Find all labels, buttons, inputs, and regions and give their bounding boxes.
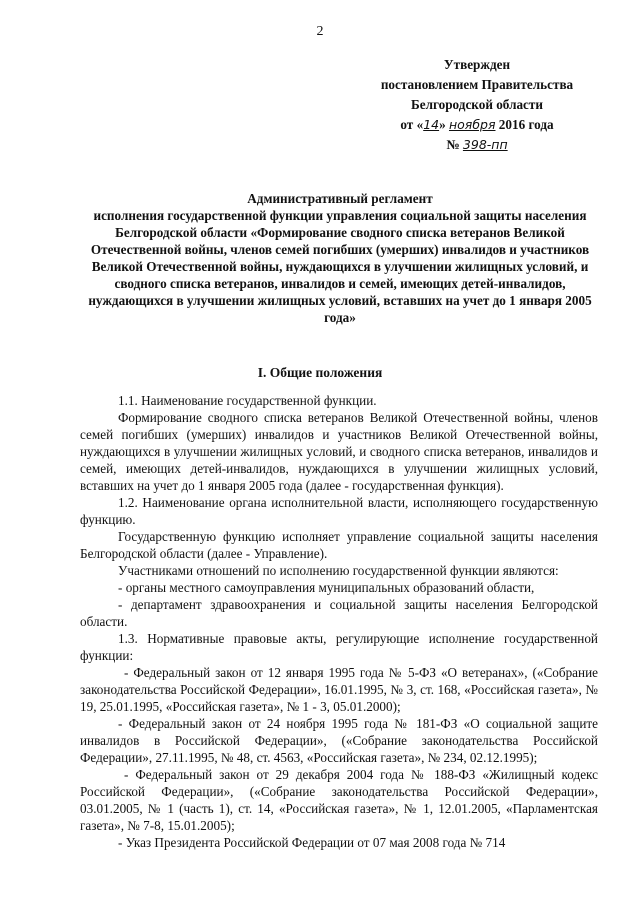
paragraph: - органы местного самоуправления муниципальных образований области, [118, 580, 535, 595]
paragraph: 1.3. Нормативные правовые акты, регулирующие исполнение государственной функции: [80, 631, 598, 663]
title-text: исполнения государственной функции управления социальной защиты населения Белгородской области «Формирование сводного списка ветеранов Великой Отечественной войны, членов семей погибших (умерших) инвалидов и участников Великой Отечественной войны, нуждающихся в улучшении жилищных условий, и сводного списка ветеранов, инвалидов и семей, имеющих детей-инвалидов, нуждающихся в улучшении жилищных условий, вставших на учет до 1 января 2005 года» [88, 208, 592, 325]
paragraph: - Федеральный закон от 12 января 1995 года № 5-ФЗ «О ветеранах», («Собрание законодательства Российской Федерации», 16.01.1995, № 3, ст. 168, «Российская газета», № 19, 25.01.1995, «Российская газета», № 1 - 3, 05.01.2000); [80, 665, 598, 714]
document-title [80, 190, 600, 326]
paragraph: - Федеральный закон от 24 ноября 1995 года № 181-ФЗ «О социальной защите инвалидов в Российской Федерации», («Собрание законодательства Российской Федерации», 27.11.1995, № 48, ст. 4563, «Российская газета», № 234, 02.12.1995); [80, 716, 598, 765]
paragraph: Участниками отношений по исполнению государственной функции являются: [118, 563, 559, 578]
page-number: 2 [316, 24, 324, 39]
title-heading: Административный регламент [247, 191, 433, 206]
paragraph: - Федеральный закон от 29 декабря 2004 года № 188-ФЗ «Жилищный кодекс Российской Федерации», («Собрание законодательства Российской Федерации», 03.01.2005, № 1 (часть 1), ст. 14, «Российская газета», № 1, 12.01.2005, «Парламентская газета», № 7-8, 15.01.2005); [80, 767, 598, 833]
approval-date-month: ноября [448, 117, 496, 132]
section-heading: I. Общие положения [257, 365, 383, 380]
approval-date-day: 14 [423, 117, 440, 132]
approval-line-resolution: постановлением Правительства [380, 77, 574, 92]
approval-date: от «14» ноября 2016 года [400, 117, 554, 132]
paragraph: 1.2. Наименование органа исполнительной власти, исполняющего государственную функцию. [80, 495, 598, 527]
paragraph: Государственную функцию исполняет управление социальной защиты населения Белгородской области (далее - Управление). [80, 529, 598, 561]
paragraph: - департамент здравоохранения и социальной защиты населения Белгородской области. [80, 597, 598, 629]
approval-line-approved: Утвержден [443, 57, 511, 72]
paragraph: - Указ Президента Российской Федерации от 07 мая 2008 года № 714 [118, 835, 506, 850]
approval-number-value: 398-пп [462, 137, 508, 152]
paragraph: Формирование сводного списка ветеранов Великой Отечественной войны, членов семей погибших (умерших) инвалидов и участников Великой Отечественной войны, нуждающихся в улучшении жилищных условий, и сводного списка ветеранов, инвалидов и семей, имеющих детей-инвалидов, нуждающихся в улучшении жилищных условий, вставших на учет до 1 января 2005 года (далее - государственная функция). [80, 410, 598, 493]
approval-block [372, 55, 582, 155]
approval-number: № 398-пп [446, 137, 508, 152]
document-body [80, 392, 598, 851]
paragraph: 1.1. Наименование государственной функции. [118, 393, 377, 408]
approval-line-region: Белгородской области [411, 97, 543, 112]
